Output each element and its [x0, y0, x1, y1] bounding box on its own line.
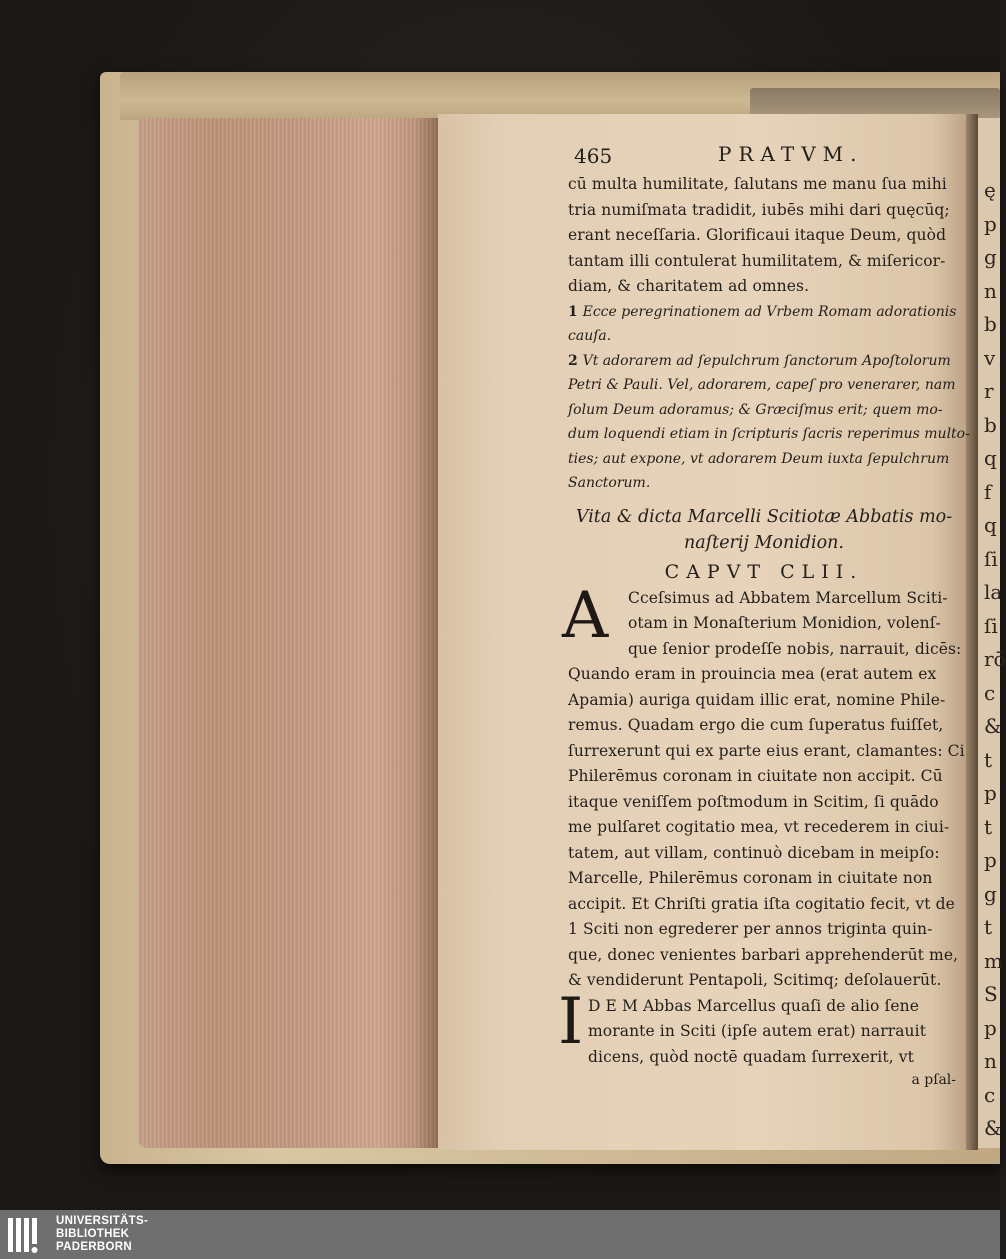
- text-line: Quando eram in prouincia mea (erat autem ex: [568, 665, 937, 683]
- facing-page-letter: t: [984, 915, 993, 939]
- note-line: [568, 324, 960, 349]
- note-line: [568, 349, 960, 374]
- library-name-line3: PADERBORN: [56, 1241, 132, 1253]
- note-number: 2: [568, 352, 583, 369]
- note-text: Vt adorarem ad ſepulchrum ſanctorum Apoſtolorum: [582, 352, 951, 369]
- text-line: morante in Sciti (ipſe autem erat) narrauit: [588, 1022, 927, 1040]
- facing-page-letter: ſi: [984, 546, 998, 571]
- facing-page-letter: p: [984, 848, 997, 872]
- note-text: Sanctorum.: [568, 475, 651, 491]
- chapter-rubric: [568, 504, 960, 556]
- running-title: PRATVM.: [718, 142, 864, 166]
- page-gutter: [966, 114, 978, 1150]
- text-line: accipit. Et Chriſti gratia iſta cogitatio fecit, vt de: [568, 894, 955, 913]
- facing-page-letter: t: [984, 814, 993, 839]
- page-fore-edges: [138, 118, 438, 1148]
- facing-page-letter: S: [984, 982, 998, 1006]
- facing-page-letter: p: [984, 1015, 997, 1040]
- text-line: cū multa humilitate, ſalutans me manu ſua mihi: [568, 175, 947, 193]
- drop-capital-a: A: [562, 578, 609, 653]
- marginal-notes: [568, 300, 970, 496]
- text-line: dicens, quòd noctē quadam ſurrexerit, vt: [588, 1047, 914, 1066]
- paragraph-1-lines: [568, 662, 965, 994]
- facing-page-letter: ę: [984, 178, 996, 202]
- facing-page-letter: m: [984, 948, 1003, 973]
- text-line: & vendiderunt Pentapoli, Scitimq; deſolauerūt.: [568, 971, 942, 989]
- library-name-line1: UNIVERSITÄTS-: [56, 1215, 149, 1227]
- text-line: D E M Abbas Marcellus quaſi de alio ſene: [588, 996, 919, 1015]
- text-line: remus. Quadam ergo die cum ſuperatus fuiſſet,: [568, 716, 944, 734]
- note-line: [568, 373, 960, 398]
- paragraph-2-lines: [568, 994, 960, 1071]
- facing-page-letter: g: [984, 881, 997, 906]
- catchword: a pſal-: [911, 1072, 956, 1088]
- text-line: 1 Sciti non egrederer per annos triginta quin-: [568, 920, 933, 938]
- page-text-block: [558, 138, 970, 1090]
- note-number: 1: [568, 303, 583, 320]
- library-logo-icon: [6, 1214, 48, 1256]
- facing-page-letter: p: [984, 781, 997, 805]
- facing-page-fragment: [978, 118, 1006, 1148]
- text-line: que, donec venientes barbari apprehenderūt me,: [568, 945, 959, 964]
- note-line: [568, 422, 970, 447]
- opening-paragraph: [568, 172, 960, 300]
- text-line: itaque veniſſem poſtmodum in Scitim, ſi quādo: [568, 792, 939, 811]
- text-line: tria numiſmata tradidit, iubēs mihi dari quęcūq;: [568, 200, 950, 219]
- library-name: [56, 1215, 148, 1254]
- facing-page-letter: b: [984, 312, 997, 336]
- note-text: dum loquendi etiam in ſcripturis ſacris reperimus multo-: [568, 426, 970, 442]
- facing-page-letter: f: [984, 479, 992, 504]
- chapter-heading: CAPVT CLII.: [664, 560, 864, 583]
- facing-page-letter: n: [984, 1049, 997, 1073]
- facing-page-letter: t: [984, 747, 993, 772]
- facing-page-letter: c: [984, 1082, 996, 1107]
- rubric-line: naſterij Monidion.: [683, 532, 844, 553]
- facing-page-letter: &: [984, 714, 1002, 738]
- facing-page-letter: b: [984, 412, 997, 437]
- note-line: [568, 447, 960, 472]
- paragraph-1-dropcap-lines: [568, 586, 960, 663]
- note-text: Ecce peregrinationem ad Vrbem Romam adorationis: [582, 303, 957, 320]
- rubric-line: Vita & dicta Marcelli Scitiotæ Abbatis mo-: [575, 506, 953, 527]
- facing-page-letter: v: [984, 345, 996, 370]
- text-line: otam in Monaſterium Monidion, volenſ-: [628, 614, 941, 632]
- facing-page-letter: p: [984, 211, 997, 236]
- text-line: Cceſsimus ad Abbatem Marcellum Sciti-: [628, 588, 948, 607]
- text-line: erant neceſſaria. Glorificaui itaque Deum, quòd: [568, 226, 947, 244]
- text-line: Philerēmus coronam in ciuitate non accipit. Cū: [568, 767, 943, 785]
- text-line: que ſenior prodeſſe nobis, narrauit, dicēs:: [628, 639, 962, 658]
- facing-page-letter: n: [984, 278, 997, 303]
- library-name-line2: BIBLIOTHEK: [56, 1228, 130, 1240]
- note-text: ties; aut expone, vt adorarem Deum iuxta ſepulchrum: [568, 450, 950, 467]
- text-line: tatem, aut villam, continuò dicebam in meipſo:: [568, 843, 940, 862]
- facing-page-letter: c: [984, 680, 996, 705]
- text-line: Apamia) auriga quidam illic erat, nomine Phile-: [568, 690, 946, 709]
- text-line: tantam illi contulerat humilitatem, & miſericor-: [568, 251, 946, 270]
- text-line: diam, & charitatem ad omnes.: [568, 277, 810, 295]
- text-line: Marcelle, Philerēmus coronam in ciuitate non: [568, 869, 933, 887]
- library-footer-bar: [0, 1210, 1000, 1259]
- note-line: [568, 300, 960, 325]
- facing-page-letter: q: [984, 446, 997, 470]
- note-line: [568, 398, 960, 423]
- drop-capital-i: I: [558, 984, 584, 1059]
- text-line: ſurrexerunt qui ex parte eius erant, clamantes: Ci: [568, 741, 965, 760]
- facing-page-letter: q: [984, 513, 997, 537]
- page-number: 465: [574, 144, 613, 168]
- facing-page-letter: ſi: [984, 613, 998, 638]
- paragraph-1: [562, 578, 965, 994]
- paragraph-2: [558, 984, 960, 1071]
- running-head: [568, 138, 960, 172]
- facing-page-letter: g: [984, 245, 997, 269]
- facing-page-letter: la: [984, 580, 1003, 604]
- facing-page-letter: r: [984, 379, 994, 403]
- note-text: Petri & Pauli. Vel, adorarem, capeſ pro venerarer, nam: [568, 377, 956, 393]
- note-text: ſolum Deum adoramus; & Græciſmus erit; quem mo-: [568, 401, 943, 418]
- note-line: [568, 471, 960, 496]
- facing-page-letter: rō: [984, 647, 1006, 671]
- text-line: me pulſaret cogitatio mea, vt recederem in ciui-: [568, 818, 950, 836]
- note-text: cauſa.: [568, 328, 612, 344]
- facing-page-letter: &: [984, 1116, 1002, 1140]
